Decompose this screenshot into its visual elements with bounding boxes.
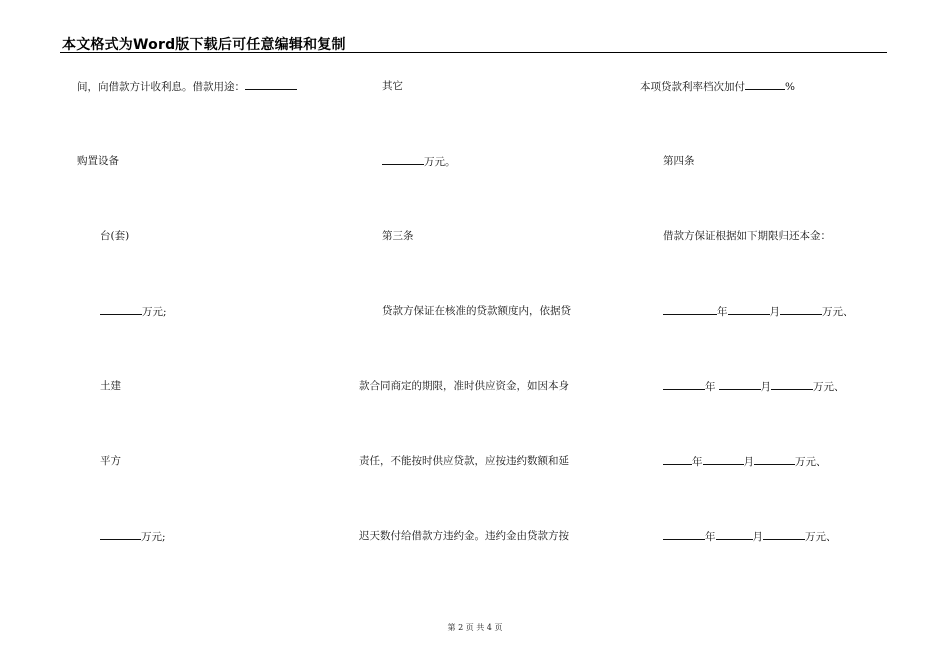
month-blank — [728, 304, 770, 315]
purpose-blank — [245, 79, 297, 90]
rate-blank — [745, 79, 785, 90]
repayment-line-3 — [663, 454, 827, 469]
year-blank — [663, 529, 705, 540]
repayment-line-2 — [663, 379, 845, 394]
article-4-heading: 第四条 — [663, 155, 695, 167]
col1-line-1 — [77, 79, 297, 94]
other-amount-blank — [382, 154, 424, 165]
amount-suffix: 万元、 — [813, 381, 845, 393]
amount-blank — [763, 529, 805, 540]
month-label: 月 — [752, 531, 763, 543]
col1-line-7 — [100, 529, 166, 544]
amount-blank — [780, 304, 822, 315]
month-blank — [703, 454, 744, 465]
col2-line-2-suffix: 万元。 — [424, 156, 456, 168]
page-header-title: 本文格式为Word版下载后可任意编辑和复制 — [62, 37, 346, 53]
amount-blank — [771, 379, 813, 390]
equipment-amount-blank — [100, 304, 142, 315]
col1-line-3: 台(套) — [100, 230, 130, 242]
amount-suffix: 万元、 — [822, 306, 854, 318]
month-label: 月 — [760, 381, 771, 393]
month-blank — [716, 529, 753, 540]
construction-amount-blank — [100, 529, 141, 540]
col2-line-7: 迟天数付给借款方违约金。违约金由贷款方按 — [359, 530, 569, 542]
month-label: 月 — [743, 456, 754, 468]
col3-line-1-prefix: 本项贷款利率档次加付 — [640, 81, 745, 93]
col2-line-6: 责任，不能按时供应贷款，应按违约数额和延 — [359, 455, 569, 467]
col2-line-4: 贷款方保证在核准的贷款额度内，依据贷 — [382, 305, 571, 317]
year-blank — [663, 379, 705, 390]
page-number: 第 2 页 共 4 页 — [447, 623, 503, 632]
col1-line-4 — [100, 304, 167, 319]
month-blank — [719, 379, 761, 390]
header-divider — [60, 52, 887, 53]
col3-line-1 — [640, 79, 795, 94]
col1-line-6: 平方 — [100, 455, 121, 467]
amount-blank — [754, 454, 795, 465]
month-label: 月 — [769, 306, 780, 318]
year-label: 年 — [692, 456, 703, 468]
amount-suffix: 万元、 — [805, 531, 837, 543]
year-label: 年 — [705, 531, 716, 543]
col2-line-2 — [382, 154, 456, 169]
col1-line-2: 购置设备 — [77, 155, 119, 167]
col2-line-1: 其它 — [382, 80, 403, 92]
year-blank — [663, 304, 717, 315]
col1-line-4-suffix: 万元; — [142, 306, 167, 318]
col1-line-5: 土建 — [100, 380, 121, 392]
repayment-line-4 — [663, 529, 837, 544]
col3-line-1-suffix: % — [785, 81, 795, 93]
col3-line-3: 借款方保证根据如下期限归还本金： — [663, 230, 831, 242]
year-blank — [663, 454, 692, 465]
col1-line-1-text: 间，向借款方计收利息。借款用途： — [77, 81, 245, 93]
amount-suffix: 万元、 — [795, 456, 827, 468]
col1-line-7-suffix: 万元; — [141, 531, 166, 543]
year-label: 年 — [717, 306, 728, 318]
year-label: 年 — [705, 381, 716, 393]
article-3-heading: 第三条 — [382, 230, 414, 242]
repayment-line-1 — [663, 304, 854, 319]
col2-line-5: 款合同商定的期限，准时供应资金，如因本身 — [359, 380, 569, 392]
